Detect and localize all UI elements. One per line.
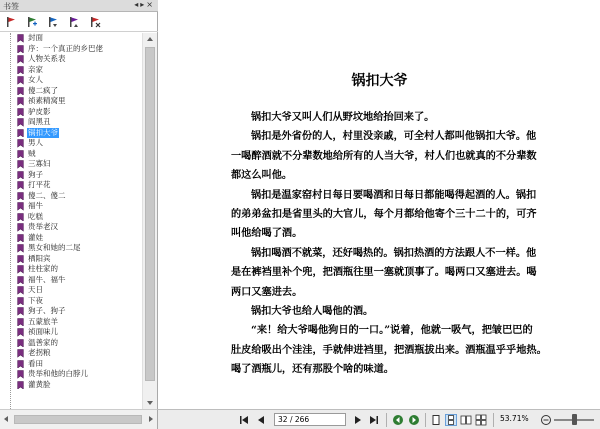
paragraph [231,302,585,321]
paragraph [231,321,585,379]
zoom-level[interactable]: 53.71% [500,414,529,423]
bookmark-item[interactable] [0,33,142,44]
bookmark-item[interactable] [0,338,142,349]
bookmark-label: 灌娃 [28,232,43,242]
bookmark-item[interactable] [0,86,142,97]
panel-controls[interactable]: ◂▸× [134,0,155,9]
bookmark-item[interactable] [0,275,142,286]
bookmark-label: 人物关系表 [28,54,66,63]
bookmarks-panel-header [0,0,158,12]
back-icon[interactable] [392,414,404,426]
bookmark-label: 锅扣大爷 [28,127,58,137]
bookmark-add-icon[interactable] [26,16,38,28]
text-line: 两口又塞进去。 [231,285,303,298]
bookmark-item[interactable] [0,285,142,296]
page-number-field[interactable] [274,413,346,426]
bookmark-list [0,33,142,409]
bookmark-icon [17,34,24,43]
bookmark-icon [17,265,24,274]
bookmark-label: 男人 [28,138,43,147]
bookmark-item[interactable] [0,117,142,128]
forward-icon[interactable] [408,414,420,426]
zoom-out-icon[interactable] [540,414,552,426]
bookmark-item[interactable] [0,96,142,107]
bookmark-icon [17,139,24,148]
scroll-up-arrow-icon[interactable] [147,37,153,41]
bookmark-icon [17,234,24,243]
page-current: 32 [278,415,288,424]
scroll-down-arrow-icon[interactable] [147,401,153,405]
bookmark-label: 五蒙旅羊 [28,316,58,326]
bookmark-item[interactable] [0,138,142,149]
bookmark-icon [17,118,24,127]
bookmark-item[interactable] [0,359,142,370]
paragraph [231,244,585,302]
bookmark-item[interactable] [0,369,142,380]
bookmark-icon [17,286,24,295]
bookmark-label: 打平花 [28,180,51,189]
bookmark-collapse-icon[interactable] [68,16,80,28]
facing-continuous-icon[interactable] [475,414,487,426]
bookmark-label: 狗子、狗子 [28,306,66,315]
bookmark-label: 福牛、福牛 [28,274,66,284]
divider [493,413,494,427]
bookmark-label: 三寡妇 [28,159,51,168]
bookmark-icon [17,307,24,316]
bookmark-icon [17,381,24,390]
bookmark-icon [17,276,24,285]
page-separator: / [289,415,293,424]
bookmark-icon [17,55,24,64]
text-line: 锅扣是温家窑村日每日要喝酒和日每日都能喝得起酒的人。锅扣 [251,188,537,201]
bookmark-icon [17,213,24,222]
bookmark-icon [17,160,24,169]
text-line: 的弟弟盆扣是省里头的大官儿，每个月都给他寄个三十二十的，可齐 [231,207,537,220]
divider [386,413,387,427]
bookmark-item[interactable] [0,159,142,170]
bookmark-item[interactable] [0,348,142,359]
bookmark-flag-icon[interactable] [5,16,17,28]
bookmark-label: 天日 [28,285,43,294]
bookmark-item[interactable] [0,327,142,338]
bookmark-label: 序：一个真正的乡巴佬 [28,43,103,53]
text-line: 一喝醉酒就不分辈数地给所有的人当大爷，村人们也就真的不分辈数 [231,149,537,162]
divider [425,413,426,427]
bookmark-label: 下夜 [28,295,43,305]
bookmark-item[interactable] [0,233,142,244]
bookmarks-toolbar [0,12,158,32]
bookmark-icon [17,181,24,190]
document-page [159,0,600,409]
bookmark-item[interactable] [0,54,142,65]
bookmark-item[interactable] [0,128,142,139]
prev-page-icon[interactable] [255,414,267,426]
bookmark-icon [17,339,24,348]
bookmark-item[interactable] [0,264,142,275]
bookmark-item[interactable] [0,306,142,317]
bookmark-label: 福牛 [28,201,43,210]
bookmark-item[interactable] [0,201,142,212]
bookmark-item[interactable] [0,75,142,86]
bookmark-icon [17,244,24,253]
bookmark-label: 温善家的 [28,337,58,347]
bookmark-icon [17,97,24,106]
last-page-icon[interactable] [368,414,380,426]
bookmark-label: 看田 [28,358,43,368]
bookmark-item[interactable] [0,65,142,76]
continuous-icon[interactable] [445,414,457,426]
bookmark-label: 狗子 [28,169,43,179]
bookmark-item[interactable] [0,107,142,118]
navigation-statusbar [158,409,600,429]
text-line: 喝了酒瓶儿，还有那股个啥的味道。 [231,363,394,376]
facing-icon[interactable] [460,414,472,426]
bookmark-item[interactable] [0,243,142,254]
bookmarks-panel [0,0,158,409]
horizontal-scrollbar-thumb[interactable] [14,415,142,424]
bookmark-label: 吃糕 [28,211,43,221]
bookmark-icon [17,45,24,54]
bookmark-label: 老拐粮 [28,348,51,357]
scrollbar-thumb[interactable] [145,47,155,381]
bookmark-item[interactable] [0,191,142,202]
bookmark-label: 祯素精窝里 [28,96,66,105]
bookmark-icon [17,349,24,358]
bookmark-item[interactable] [0,296,142,307]
bookmark-icon [17,87,24,96]
text-line: “来！给大爷喝他狗日的一口。”说着，他就一吸气，把皱巴巴的 [251,324,533,337]
scroll-left-arrow-icon[interactable] [4,416,8,422]
scroll-right-arrow-icon[interactable] [149,416,153,422]
text-line: 是在裤裆里补个兜，把酒瓶往里一塞就顶事了。喝两口又塞进去。喝 [231,266,537,279]
bookmark-item[interactable] [0,254,142,265]
bookmark-icon [17,108,24,117]
text-line: 锅扣喝酒不就菜，还好喝热的。锅扣热酒的方法跟人不一样。他 [251,246,537,259]
paragraph [231,108,585,127]
bookmark-item[interactable] [0,180,142,191]
bookmark-icon [17,370,24,379]
bookmark-label: 祯面味儿 [28,327,58,336]
bookmark-item[interactable] [0,170,142,181]
bookmarks-vertical-scrollbar[interactable] [142,33,157,409]
bookmark-icon [17,76,24,85]
bookmark-item[interactable] [0,317,142,328]
text-line: 都这么叫他。 [231,169,293,182]
bookmark-label: 亲家 [28,64,43,74]
bookmark-label: 傻二疯了 [28,85,58,95]
bookmark-item[interactable] [0,212,142,223]
text-line: 叫他给喝了酒。 [231,227,303,240]
bookmark-icon [17,202,24,211]
bookmark-icon [17,66,24,75]
bookmark-icon [17,297,24,306]
bookmark-delete-icon[interactable] [89,16,101,28]
bookmark-label: 栖阳宾 [28,253,51,263]
page-total: 266 [294,415,310,424]
bookmark-label: 阎黑丑 [28,117,51,126]
bookmark-icon [17,150,24,159]
first-page-icon[interactable] [238,414,250,426]
bookmark-icon [17,129,24,138]
next-page-icon[interactable] [352,414,364,426]
chapter-title: 锅扣大爷 [351,73,408,89]
bookmark-item[interactable] [0,222,142,233]
bookmarks-horizontal-scrollbar[interactable] [0,409,158,429]
bookmark-label: 傻二、傻二 [28,190,66,200]
bookmark-label: 黑女和她的二尾 [28,243,81,252]
bookmark-label: 驴皮影 [28,106,51,116]
bookmark-label: 柱柱家的 [28,264,58,273]
bookmark-label: 贼 [28,148,36,158]
bookmarks-panel-title: 书签 [3,2,19,11]
bookmark-label: 灌黄脸 [28,379,51,389]
text-line: 锅扣是外省份的人，村里没亲戚，可全村人都叫他锅扣大爷。他 [251,130,537,143]
bookmark-icon [17,328,24,337]
bookmark-label: 贵举老汉 [28,222,58,231]
paragraph [231,127,585,185]
bookmark-icon [17,223,24,232]
bookmark-expand-icon[interactable] [47,16,59,28]
bookmark-icon [17,360,24,369]
bookmark-label: 封面 [28,33,43,42]
zoom-slider-thumb[interactable] [572,414,577,425]
bookmark-icon [17,171,24,180]
bookmark-item[interactable] [0,149,142,160]
text-line: 肚皮给吸出个洼洼，手就伸进裆里，把酒瓶拔出来。酒瓶温乎乎地热。 [231,343,547,356]
bookmark-icon [17,318,24,327]
text-line: 锅扣大爷又叫人们从野坟地给抬回来了。 [251,111,435,123]
paragraph [231,186,585,244]
bookmark-icon [17,192,24,201]
text-line: 锅扣大爷也给人喝他的酒。 [251,305,374,317]
bookmark-label: 女人 [28,75,43,84]
single-page-icon[interactable] [430,414,442,426]
bookmark-item[interactable] [0,380,142,391]
bookmark-label: 贵举和他的白脖儿 [28,369,88,378]
bookmark-icon [17,255,24,264]
bookmark-item[interactable] [0,44,142,55]
